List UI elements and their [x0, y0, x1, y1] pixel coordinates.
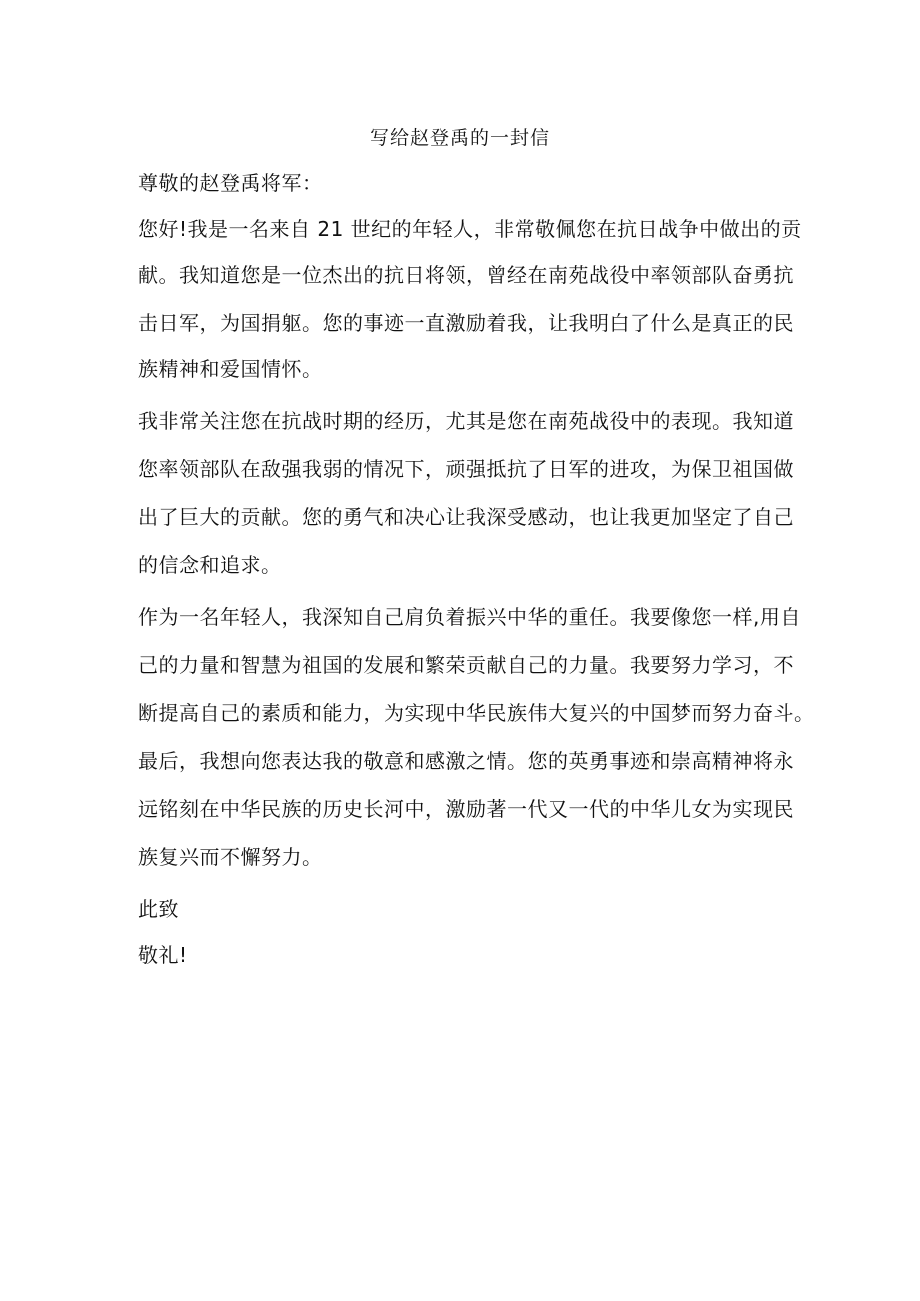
greeting: 尊敬的赵登禹将军： [138, 171, 323, 195]
paragraph-2-line-1: 我非常关注您在抗战时期的经历，尤其是您在南苑战役中的表现。我知道 [138, 409, 794, 433]
paragraph-1-line-3: 击日军，为国捐躯。您的事迹一直激励着我，让我明白了什么是真正的民 [138, 311, 794, 335]
paragraph-2-line-3: 出了巨大的贡献。您的勇气和决心让我深受感动，也让我更加坚定了自己 [138, 505, 794, 529]
paragraph-4-line-2: 远铭刻在中华民族的历史长河中，激励著一代又一代的中华儿女为实现民 [138, 797, 794, 821]
letter-title: 写给赵登禹的一封信 [369, 127, 550, 149]
paragraph-1-line-4: 族精神和爱国情怀。 [138, 357, 323, 381]
paragraph-3-line-2: 己的力量和智慧为祖国的发展和繁荣贡献自己的力量。我要努力学习，不 [138, 653, 794, 677]
paragraph-3-line-1: 作为一名年轻人，我深知自己肩负着振兴中华的重任。我要像您一样,用自 [138, 605, 801, 629]
closing-salutation: 此致 [138, 897, 179, 921]
paragraph-1-line-1: 您好!我是一名来自 21 世纪的年轻人，非常敬佩您在抗日战争中做出的贡 [138, 217, 802, 241]
paragraph-2-line-2: 您率领部队在敌强我弱的情况下，顽强抵抗了日军的进攻，为保卫祖国做 [138, 457, 794, 481]
closing-regards: 敬礼! [138, 943, 188, 967]
paragraph-1-line-2: 献。我知道您是一位杰出的抗日将领，曾经在南苑战役中率领部队奋勇抗 [138, 263, 794, 287]
paragraph-2-line-4: 的信念和追求。 [138, 553, 282, 577]
paragraph-4-line-1: 最后，我想向您表达我的敬意和感激之情。您的英勇事迹和崇高精神将永 [138, 749, 794, 773]
paragraph-4-line-3: 族复兴而不懈努力。 [138, 845, 323, 869]
paragraph-3-line-3: 断提高自己的素质和能力，为实现中华民族伟大复兴的中国梦而努力奋斗。 [138, 701, 815, 725]
